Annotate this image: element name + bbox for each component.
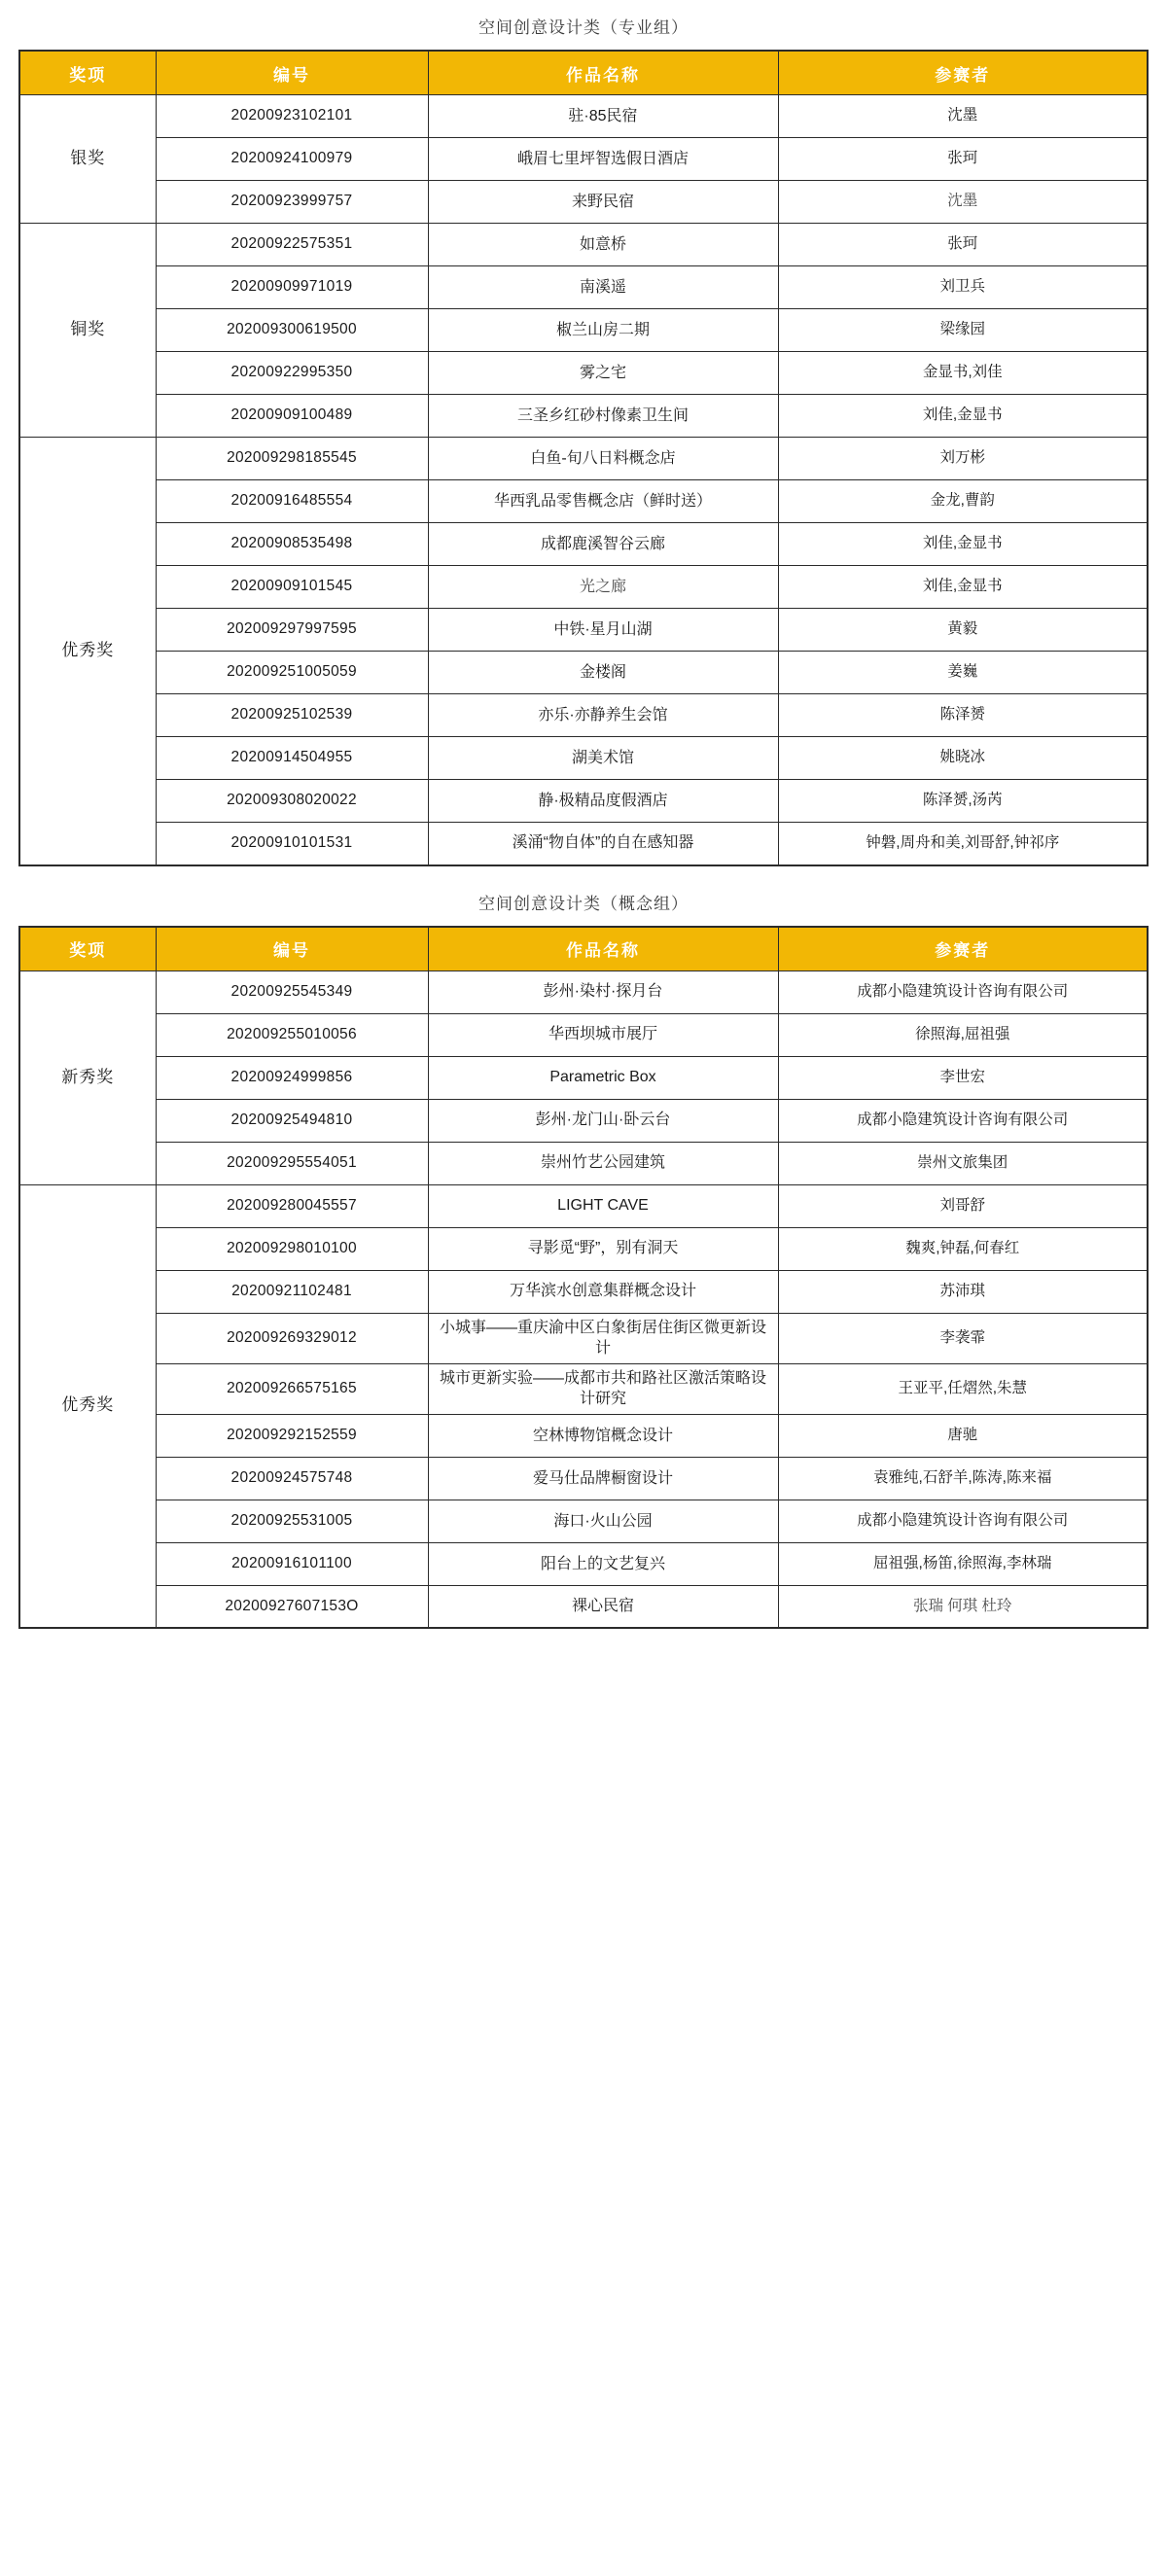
entry-work: 亦乐·亦静养生会馆 [428, 694, 778, 737]
column-header-code: 编号 [156, 927, 428, 971]
section-spacer [0, 866, 1167, 876]
entry-work: 湖美术馆 [428, 737, 778, 780]
entry-participant: 陈泽赟 [778, 694, 1148, 737]
entry-participant: 李袭霏 [778, 1313, 1148, 1363]
entry-code: 202009297997595 [156, 609, 428, 652]
entry-code: 20200914504955 [156, 737, 428, 780]
entry-code: 20200925494810 [156, 1099, 428, 1142]
column-header-award: 奖项 [19, 51, 156, 95]
entry-code: 20200909101545 [156, 566, 428, 609]
entry-participant: 成都小隐建筑设计咨询有限公司 [778, 970, 1148, 1013]
table-row [19, 1099, 1148, 1142]
award-group-label: 银奖 [19, 95, 156, 224]
entry-code: 202009251005059 [156, 652, 428, 694]
awards-table-concept [18, 926, 1149, 1630]
entry-work: Parametric Box [428, 1056, 778, 1099]
entry-code: 202009255010056 [156, 1013, 428, 1056]
entry-participant: 黄毅 [778, 609, 1148, 652]
entry-participant: 魏爽,钟磊,何春红 [778, 1227, 1148, 1270]
table-row [19, 1542, 1148, 1585]
entry-work: 溪涌“物自体”的自在感知器 [428, 823, 778, 865]
entry-participant: 陈泽赟,汤芮 [778, 780, 1148, 823]
entry-code: 20200921102481 [156, 1270, 428, 1313]
entry-participant: 崇州文旅集团 [778, 1142, 1148, 1184]
entry-participant: 唐驰 [778, 1414, 1148, 1457]
entry-participant: 成都小隐建筑设计咨询有限公司 [778, 1500, 1148, 1542]
table-row [19, 1184, 1148, 1227]
table-row [19, 1457, 1148, 1500]
entry-code: 20200922575351 [156, 224, 428, 266]
entry-code: 20200909100489 [156, 395, 428, 438]
column-header-participant: 参赛者 [778, 51, 1148, 95]
entry-code: 202009298185545 [156, 438, 428, 480]
entry-code: 20200925102539 [156, 694, 428, 737]
table-row [19, 970, 1148, 1013]
table-row [19, 694, 1148, 737]
entry-work: 雾之宅 [428, 352, 778, 395]
table-row [19, 352, 1148, 395]
table-row [19, 737, 1148, 780]
entry-code: 20200927607153O [156, 1585, 428, 1628]
table-row [19, 652, 1148, 694]
entry-work: 崇州竹艺公园建筑 [428, 1142, 778, 1184]
entry-participant: 刘卫兵 [778, 266, 1148, 309]
entry-code: 20200925531005 [156, 1500, 428, 1542]
entry-participant: 刘佳,金显书 [778, 523, 1148, 566]
column-header-participant: 参赛者 [778, 927, 1148, 971]
table-row [19, 1142, 1148, 1184]
entry-work: 华西乳品零售概念店（鲜时送） [428, 480, 778, 523]
entry-participant: 沈墨 [778, 181, 1148, 224]
table-row [19, 1585, 1148, 1628]
table-row [19, 1313, 1148, 1363]
award-group-label: 优秀奖 [19, 438, 156, 865]
award-group-label: 铜奖 [19, 224, 156, 438]
entry-work: LIGHT CAVE [428, 1184, 778, 1227]
entry-code: 20200916485554 [156, 480, 428, 523]
entry-participant: 李世宏 [778, 1056, 1148, 1099]
entry-code: 20200910101531 [156, 823, 428, 865]
entry-work: 城市更新实验——成都市共和路社区激活策略设计研究 [428, 1363, 778, 1414]
table-row [19, 523, 1148, 566]
table-row [19, 438, 1148, 480]
table-row [19, 1363, 1148, 1414]
entry-participant: 刘万彬 [778, 438, 1148, 480]
entry-code: 20200923999757 [156, 181, 428, 224]
table-row [19, 95, 1148, 138]
entry-participant: 张珂 [778, 224, 1148, 266]
entry-work: 静·极精品度假酒店 [428, 780, 778, 823]
column-header-work: 作品名称 [428, 927, 778, 971]
entry-work: 白鱼-旬八日料概念店 [428, 438, 778, 480]
entry-participant: 徐照海,屈祖强 [778, 1013, 1148, 1056]
entry-work: 金楼阁 [428, 652, 778, 694]
table-row [19, 823, 1148, 865]
entry-work: 空林博物馆概念设计 [428, 1414, 778, 1457]
column-header-award: 奖项 [19, 927, 156, 971]
entry-work: 海口·火山公园 [428, 1500, 778, 1542]
entry-participant: 姚晓冰 [778, 737, 1148, 780]
column-header-work: 作品名称 [428, 51, 778, 95]
entry-code: 202009269329012 [156, 1313, 428, 1363]
entry-work: 来野民宿 [428, 181, 778, 224]
section-concept [0, 876, 1167, 1630]
entry-code: 202009266575165 [156, 1363, 428, 1414]
table-row [19, 480, 1148, 523]
entry-code: 20200923102101 [156, 95, 428, 138]
entry-code: 20200925545349 [156, 970, 428, 1013]
table-row [19, 1056, 1148, 1099]
entry-participant: 沈墨 [778, 95, 1148, 138]
table-row [19, 1013, 1148, 1056]
section-title-concept: 空间创意设计类（概念组） [478, 894, 689, 913]
entry-work: 万华滨水创意集群概念设计 [428, 1270, 778, 1313]
entry-code: 20200909971019 [156, 266, 428, 309]
entry-code: 202009295554051 [156, 1142, 428, 1184]
table-header-row [19, 51, 1148, 95]
entry-code: 20200916101100 [156, 1542, 428, 1585]
entry-participant: 王亚平,任熠然,朱慧 [778, 1363, 1148, 1414]
table-row [19, 780, 1148, 823]
table-row [19, 609, 1148, 652]
awards-table-professional [18, 50, 1149, 866]
entry-work: 寻影觅“野”，别有洞天 [428, 1227, 778, 1270]
entry-work: 彭州·龙门山·卧云台 [428, 1099, 778, 1142]
table-row [19, 138, 1148, 181]
entry-code: 20200922995350 [156, 352, 428, 395]
column-header-code: 编号 [156, 51, 428, 95]
entry-work: 南溪遥 [428, 266, 778, 309]
table-row [19, 1227, 1148, 1270]
table-row [19, 1500, 1148, 1542]
entry-code: 202009280045557 [156, 1184, 428, 1227]
table-row [19, 266, 1148, 309]
entry-work: 如意桥 [428, 224, 778, 266]
entry-participant: 袁雅纯,石舒羊,陈涛,陈来福 [778, 1457, 1148, 1500]
table-row [19, 1270, 1148, 1313]
entry-code: 202009292152559 [156, 1414, 428, 1457]
table-header-row [19, 927, 1148, 971]
entry-participant: 钟磐,周舟和美,刘哥舒,钟祁序 [778, 823, 1148, 865]
entry-work: 中铁·星月山湖 [428, 609, 778, 652]
entry-participant: 刘佳,金显书 [778, 566, 1148, 609]
entry-code: 20200924100979 [156, 138, 428, 181]
entry-participant: 梁缘园 [778, 309, 1148, 352]
entry-code: 20200924575748 [156, 1457, 428, 1500]
entry-code: 202009298010100 [156, 1227, 428, 1270]
entry-code: 20200924999856 [156, 1056, 428, 1099]
entry-participant: 金显书,刘佳 [778, 352, 1148, 395]
entry-participant: 张珂 [778, 138, 1148, 181]
entry-participant: 刘哥舒 [778, 1184, 1148, 1227]
entry-work: 椒兰山房二期 [428, 309, 778, 352]
section-professional [0, 0, 1167, 866]
table-row [19, 181, 1148, 224]
entry-work: 成都鹿溪智谷云廊 [428, 523, 778, 566]
award-group-label: 新秀奖 [19, 970, 156, 1184]
table-row [19, 309, 1148, 352]
entry-work: 华西坝城市展厅 [428, 1013, 778, 1056]
entry-work: 三圣乡红砂村像素卫生间 [428, 395, 778, 438]
entry-participant: 屈祖强,杨笛,徐照海,李林瑞 [778, 1542, 1148, 1585]
table-row [19, 395, 1148, 438]
entry-participant: 姜巍 [778, 652, 1148, 694]
award-group-label: 优秀奖 [19, 1184, 156, 1628]
entry-participant: 刘佳,金显书 [778, 395, 1148, 438]
table-row [19, 224, 1148, 266]
entry-work: 彭州·染村·探月台 [428, 970, 778, 1013]
section-title-professional: 空间创意设计类（专业组） [478, 18, 689, 37]
entry-code: 20200908535498 [156, 523, 428, 566]
entry-participant: 张瑞 何琪 杜玲 [778, 1585, 1148, 1628]
entry-participant: 金龙,曹韵 [778, 480, 1148, 523]
entry-participant: 苏沛琪 [778, 1270, 1148, 1313]
entry-work: 爱马仕品牌橱窗设计 [428, 1457, 778, 1500]
entry-work: 小城事——重庆渝中区白象街居住街区微更新设计 [428, 1313, 778, 1363]
entry-participant: 成都小隐建筑设计咨询有限公司 [778, 1099, 1148, 1142]
entry-work: 峨眉七里坪智选假日酒店 [428, 138, 778, 181]
entry-work: 驻·85民宿 [428, 95, 778, 138]
table-row [19, 566, 1148, 609]
entry-work: 裸心民宿 [428, 1585, 778, 1628]
entry-code: 202009308020022 [156, 780, 428, 823]
table-row [19, 1414, 1148, 1457]
entry-code: 202009300619500 [156, 309, 428, 352]
entry-work: 光之廊 [428, 566, 778, 609]
entry-work: 阳台上的文艺复兴 [428, 1542, 778, 1585]
